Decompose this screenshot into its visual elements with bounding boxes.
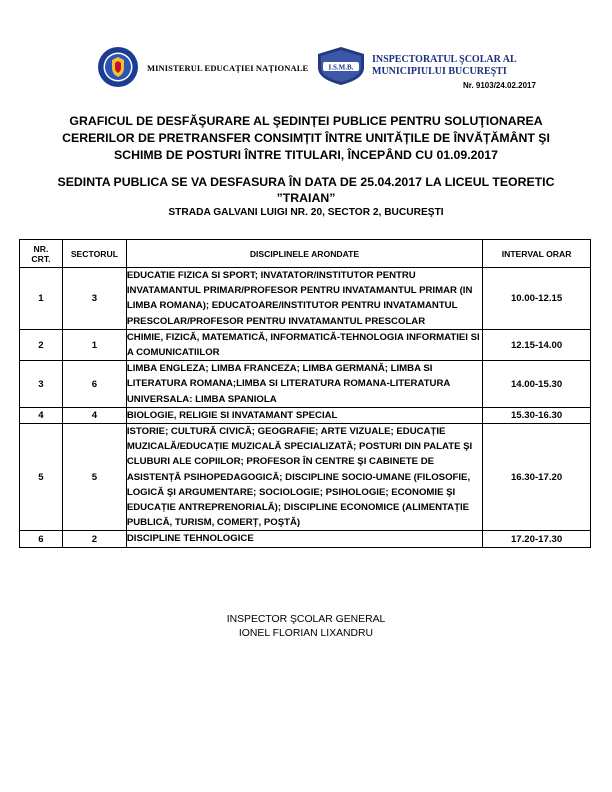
ismb-logo-icon bbox=[316, 46, 366, 86]
column-header-interval: INTERVAL ORAR bbox=[483, 240, 591, 268]
title-line2: CERERILOR DE PRETRANSFER CONSIMȚIT ÎNTRE UNITĂȚILE DE ÎNVĂȚĂMÂNT ŞI bbox=[62, 131, 550, 145]
row-disciplines: BIOLOGIE, RELIGIE SI INVATAMANT SPECIAL bbox=[126, 407, 482, 423]
subtitle-line1: SEDINTA PUBLICA SE VA DESFASURA ÎN DATA DE 25.04.2017 LA LICEUL TEORETIC bbox=[57, 175, 555, 189]
row-disciplines: CHIMIE, FIZICĂ, MATEMATICĂ, INFORMATICĂ-TEHNOLOGIA INFORMATIEI SI A COMUNICATIILOR bbox=[126, 329, 482, 360]
ismb-logo-text: I.S.M.B. bbox=[328, 63, 354, 72]
title-line3: SCHIMB DE POSTURI ÎNTRE TITULARI, ÎNCEPÂND CU 01.09.2017 bbox=[113, 148, 498, 162]
row-interval: 15.30-16.30 bbox=[483, 407, 591, 423]
row-interval: 17.20-17.30 bbox=[483, 531, 591, 547]
signature-block bbox=[20, 613, 592, 641]
row-disciplines: EDUCATIE FIZICA SI SPORT; INVATATOR/INSTITUTOR PENTRU INVATAMANTUL PRIMAR/PROFESOR PENTRU INVATAMANTUL PRIMAR (IN LIMBA ROMANA); EDUCATOARE/INSTITUTOR PENTRU INVATAMANTUL PRESCOLAR/PROFESOR PENTRU INVATAMANTUL PRESCOLAR bbox=[126, 268, 482, 330]
inspectorate-line2: MUNICIPIULUI BUCUREŞTI bbox=[372, 66, 507, 77]
table-row bbox=[20, 329, 591, 360]
table-row bbox=[20, 268, 591, 330]
row-nr: 4 bbox=[20, 407, 63, 423]
row-sector: 4 bbox=[62, 407, 126, 423]
document-number: Nr. 9103/24.02.2017 bbox=[463, 81, 536, 90]
table-row bbox=[20, 531, 591, 547]
row-nr: 1 bbox=[20, 268, 63, 330]
row-disciplines: ISTORIE; CULTURĂ CIVICĂ; GEOGRAFIE; ARTE VIZUALE; EDUCAȚIE MUZICALĂ/EDUCAȚIE MUZICALĂ SPECIALIZATĂ; POSTURI DIN PALATE ŞI CLUBURI ALE COPIILOR; PROFESOR ÎN CENTRE ŞI CABINETE DE ASISTENȚĂ PSIHOPEDAGOGICĂ; DISCIPLINE SOCIO-UMANE (FILOSOFIE, LOGICĂ ŞI ARGUMENTARE; SOCIOLOGIE; PSIHOLOGIE; ECONOMIE ŞI EDUCAȚIE ANTREPRENORIALĂ); DISCIPLINE ECONOMICE (ALIMENTAȚIE PUBLICĂ, TURISM, COMERȚ, POŞTĂ) bbox=[126, 424, 482, 531]
row-nr: 2 bbox=[20, 329, 63, 360]
session-info bbox=[20, 174, 592, 206]
row-nr: 5 bbox=[20, 424, 63, 531]
inspectorate-name bbox=[372, 54, 517, 78]
row-sector: 5 bbox=[62, 424, 126, 531]
table-row bbox=[20, 407, 591, 423]
column-header-sector: SECTORUL bbox=[62, 240, 126, 268]
table-row bbox=[20, 424, 591, 531]
document-title bbox=[20, 113, 592, 164]
row-nr: 3 bbox=[20, 361, 63, 408]
inspectorate-line1: INSPECTORATUL ŞCOLAR AL bbox=[372, 54, 517, 65]
row-sector: 1 bbox=[62, 329, 126, 360]
row-sector: 2 bbox=[62, 531, 126, 547]
title-line1: GRAFICUL DE DESFĂŞURARE AL ŞEDINȚEI PUBLICE PENTRU SOLUŢIONAREA bbox=[69, 114, 543, 128]
subtitle-line2: ”TRAIAN” bbox=[276, 191, 336, 205]
signatory-name: IONEL FLORIAN LIXANDRU bbox=[238, 628, 374, 639]
row-disciplines: LIMBA ENGLEZA; LIMBA FRANCEZA; LIMBA GERMANĂ; LIMBA SI LITERATURA ROMANA;LIMBA SI LITERATURA ROMANA-LITERATURA UNIVERSALA: LIMBA SPANIOLA bbox=[126, 361, 482, 408]
ministry-name: MINISTERUL EDUCAȚIEI NAȚIONALE bbox=[147, 63, 309, 73]
row-sector: 6 bbox=[62, 361, 126, 408]
letterhead bbox=[0, 38, 612, 98]
column-header-disciplines: DISCIPLINELE ARONDATE bbox=[126, 240, 482, 268]
ministry-emblem-icon bbox=[97, 46, 139, 88]
column-header-nr: NR. CRT. bbox=[20, 240, 63, 268]
row-interval: 12.15-14.00 bbox=[483, 329, 591, 360]
row-interval: 10.00-12.15 bbox=[483, 268, 591, 330]
row-interval: 14.00-15.30 bbox=[483, 361, 591, 408]
table-row bbox=[20, 361, 591, 408]
row-sector: 3 bbox=[62, 268, 126, 330]
table-header-row bbox=[20, 240, 591, 268]
signatory-role: INSPECTOR ŞCOLAR GENERAL bbox=[226, 614, 386, 625]
row-nr: 6 bbox=[20, 531, 63, 547]
schedule-table bbox=[19, 239, 591, 548]
row-interval: 16.30-17.20 bbox=[483, 424, 591, 531]
row-disciplines: DISCIPLINE TEHNOLOGICE bbox=[126, 531, 482, 547]
session-address: STRADA GALVANI LUIGI NR. 20, SECTOR 2, BUCUREŞTI bbox=[168, 207, 444, 218]
